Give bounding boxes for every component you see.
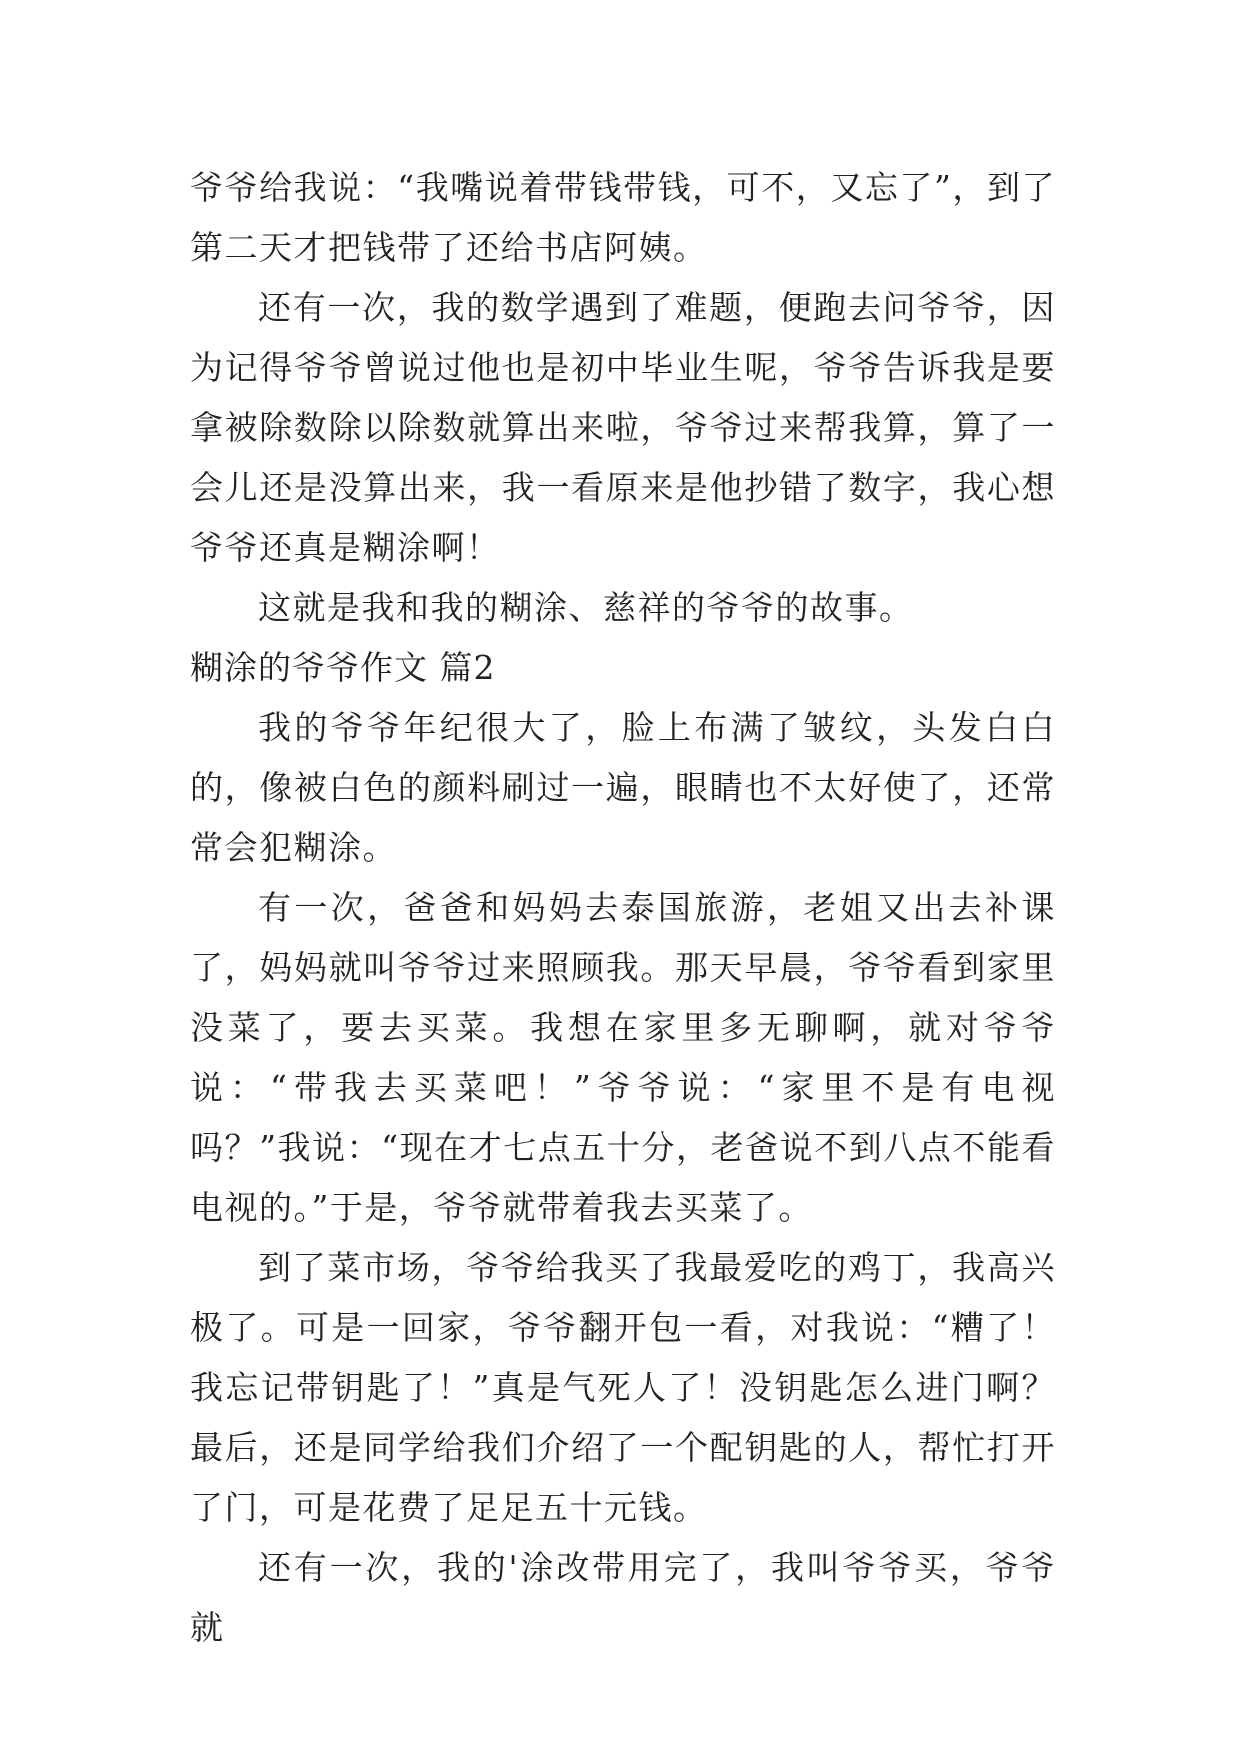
document-body [190, 158, 1056, 1658]
paragraph-1: 爷爷给我说：“我嘴说着带钱带钱，可不，又忘了”，到了第二天才把钱带了还给书店阿姨。 [190, 168, 1056, 267]
paragraph-2: 还有一次，我的数学遇到了难题，便跑去问爷爷，因为记得爷爷曾说过他也是初中毕业生呢，爷爷告诉我是要拿被除数除以除数就算出来啦，爷爷过来帮我算，算了一会儿还是没算出来，我一看原来是他抄错了数字，我心想爷爷还真是糊涂啊！ [190, 288, 1056, 567]
paragraph-7: 还有一次，我的'涂改带用完了，我叫爷爷买，爷爷就 [190, 1548, 1056, 1647]
section-heading: 糊涂的爷爷作文 篇2 [190, 648, 496, 687]
paragraph-5: 有一次，爸爸和妈妈去泰国旅游，老姐又出去补课了，妈妈就叫爷爷过来照顾我。那天早晨，爷爷看到家里没菜了，要去买菜。我想在家里多无聊啊，就对爷爷说：“带我去买菜吧！”爷爷说：“家里不是有电视吗？”我说：“现在才七点五十分，老爸说不到八点不能看电视的。”于是，爷爷就带着我去买菜了。 [190, 888, 1056, 1227]
paragraph-6: 到了菜市场，爷爷给我买了我最爱吃的鸡丁，我高兴极了。可是一回家，爷爷翻开包一看，对我说：“糟了！我忘记带钥匙了！”真是气死人了！没钥匙怎么进门啊？最后，还是同学给我们介绍了一个配钥匙的人，帮忙打开了门，可是花费了足足五十元钱。 [190, 1248, 1056, 1527]
paragraph-4: 我的爷爷年纪很大了，脸上布满了皱纹，头发白白的，像被白色的颜料刷过一遍，眼睛也不太好使了，还常常会犯糊涂。 [190, 708, 1056, 867]
paragraph-3: 这就是我和我的糊涂、慈祥的爷爷的故事。 [258, 588, 914, 627]
